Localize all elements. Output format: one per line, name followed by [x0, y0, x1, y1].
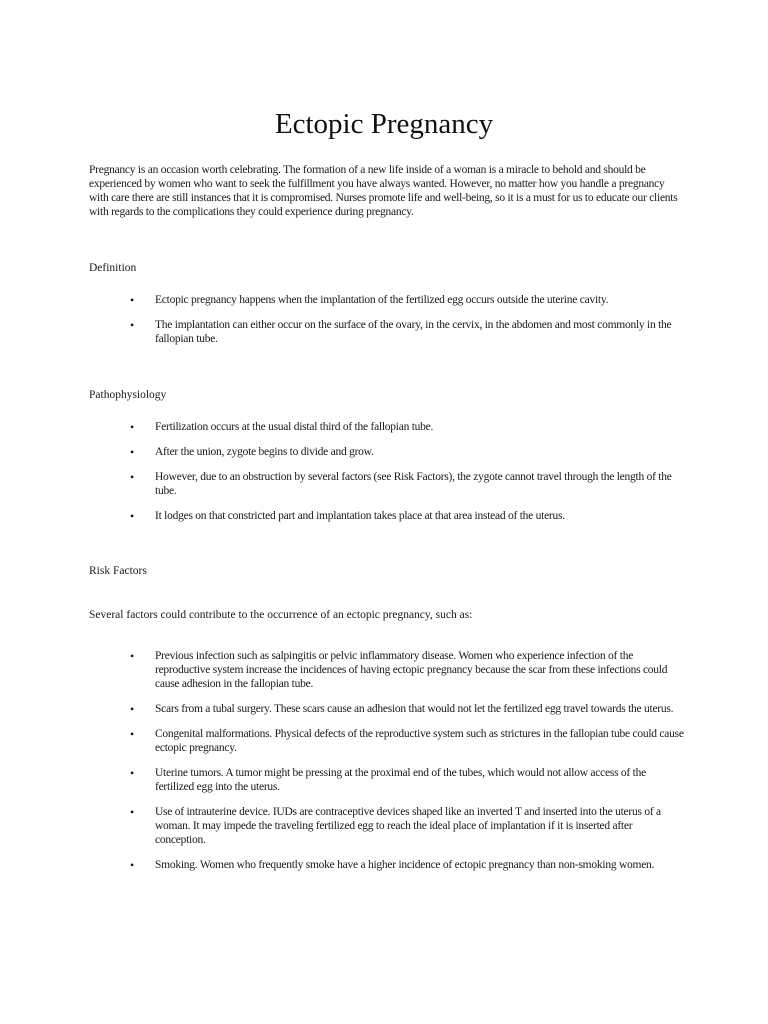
bullet-icon: • — [130, 318, 134, 332]
bullet-icon: • — [130, 805, 134, 819]
bullet-icon: • — [130, 445, 134, 459]
list-item: • However, due to an obstruction by several factors (see Risk Factors), the zygote cannot travel through the length of the tube. — [130, 470, 672, 497]
list-item: • Use of intrauterine device. IUDs are contraceptive devices shaped like an inverted T and inserted into the uterus of a woman. It may impede the traveling fertilized egg to reach the ideal place of implantation if it is inserted after conception. — [130, 805, 661, 846]
list-item: • Uterine tumors. A tumor might be pressing at the proximal end of the tubes, which would not allow access of the fertilized egg into the uterus. — [130, 766, 646, 793]
risk-factors-lead: Several factors could contribute to the occurrence of an ectopic pregnancy, such as: — [89, 609, 473, 621]
pathophysiology-list — [89, 420, 684, 523]
bullet-icon: • — [130, 470, 134, 484]
list-item: • It lodges on that constricted part and implantation takes place at that area instead of the uterus. — [130, 509, 565, 523]
definition-heading: Definition — [89, 262, 137, 274]
list-item: • Fertilization occurs at the usual distal third of the fallopian tube. — [130, 420, 434, 434]
pathophysiology-heading: Pathophysiology — [89, 389, 167, 401]
bullet-icon: • — [130, 293, 134, 307]
list-item: • Congenital malformations. Physical defects of the reproductive system such as strictures in the fallopian tube could cause ectopic pregnancy. — [130, 727, 684, 754]
bullet-icon: • — [130, 727, 134, 741]
risk-factors-list — [89, 649, 684, 872]
list-item: • The implantation can either occur on the surface of the ovary, in the cervix, in the abdomen and most commonly in the fallopian tube. — [130, 318, 672, 345]
page-title: Ectopic Pregnancy — [274, 108, 494, 140]
intro-paragraph: Pregnancy is an occasion worth celebrating. The formation of a new life inside of a woman is a miracle to behold and should be experienced by women who want to seek the fulfillment you have always wanted. However, no matter how you handle a pregnancy with care there are still instances that it is compromised. Nurses promote life and well-being, so it is a must for us to educate our clients with regards to the complications they could experience during pregnancy. — [89, 164, 678, 218]
bullet-icon: • — [130, 649, 134, 663]
bullet-icon: • — [130, 420, 134, 434]
list-item: • Scars from a tubal surgery. These scars cause an adhesion that would not let the fertilized egg travel towards the uterus. — [130, 702, 674, 716]
bullet-icon: • — [130, 509, 134, 523]
definition-list — [89, 293, 684, 346]
bullet-icon: • — [130, 702, 134, 716]
list-item: • Smoking. Women who frequently smoke have a higher incidence of ectopic pregnancy than non-smoking women. — [130, 858, 655, 872]
list-item: • Ectopic pregnancy happens when the implantation of the fertilized egg occurs outside the uterine cavity. — [130, 293, 609, 307]
risk-factors-heading: Risk Factors — [89, 565, 147, 577]
bullet-icon: • — [130, 858, 134, 872]
list-item: • After the union, zygote begins to divide and grow. — [130, 445, 374, 459]
bullet-icon: • — [130, 766, 134, 780]
list-item: • Previous infection such as salpingitis or pelvic inflammatory disease. Women who experience infection of the reproductive system increase the incidences of having ectopic pregnancy because the scar from these infections could cause adhesion in the fallopian tube. — [130, 649, 668, 690]
